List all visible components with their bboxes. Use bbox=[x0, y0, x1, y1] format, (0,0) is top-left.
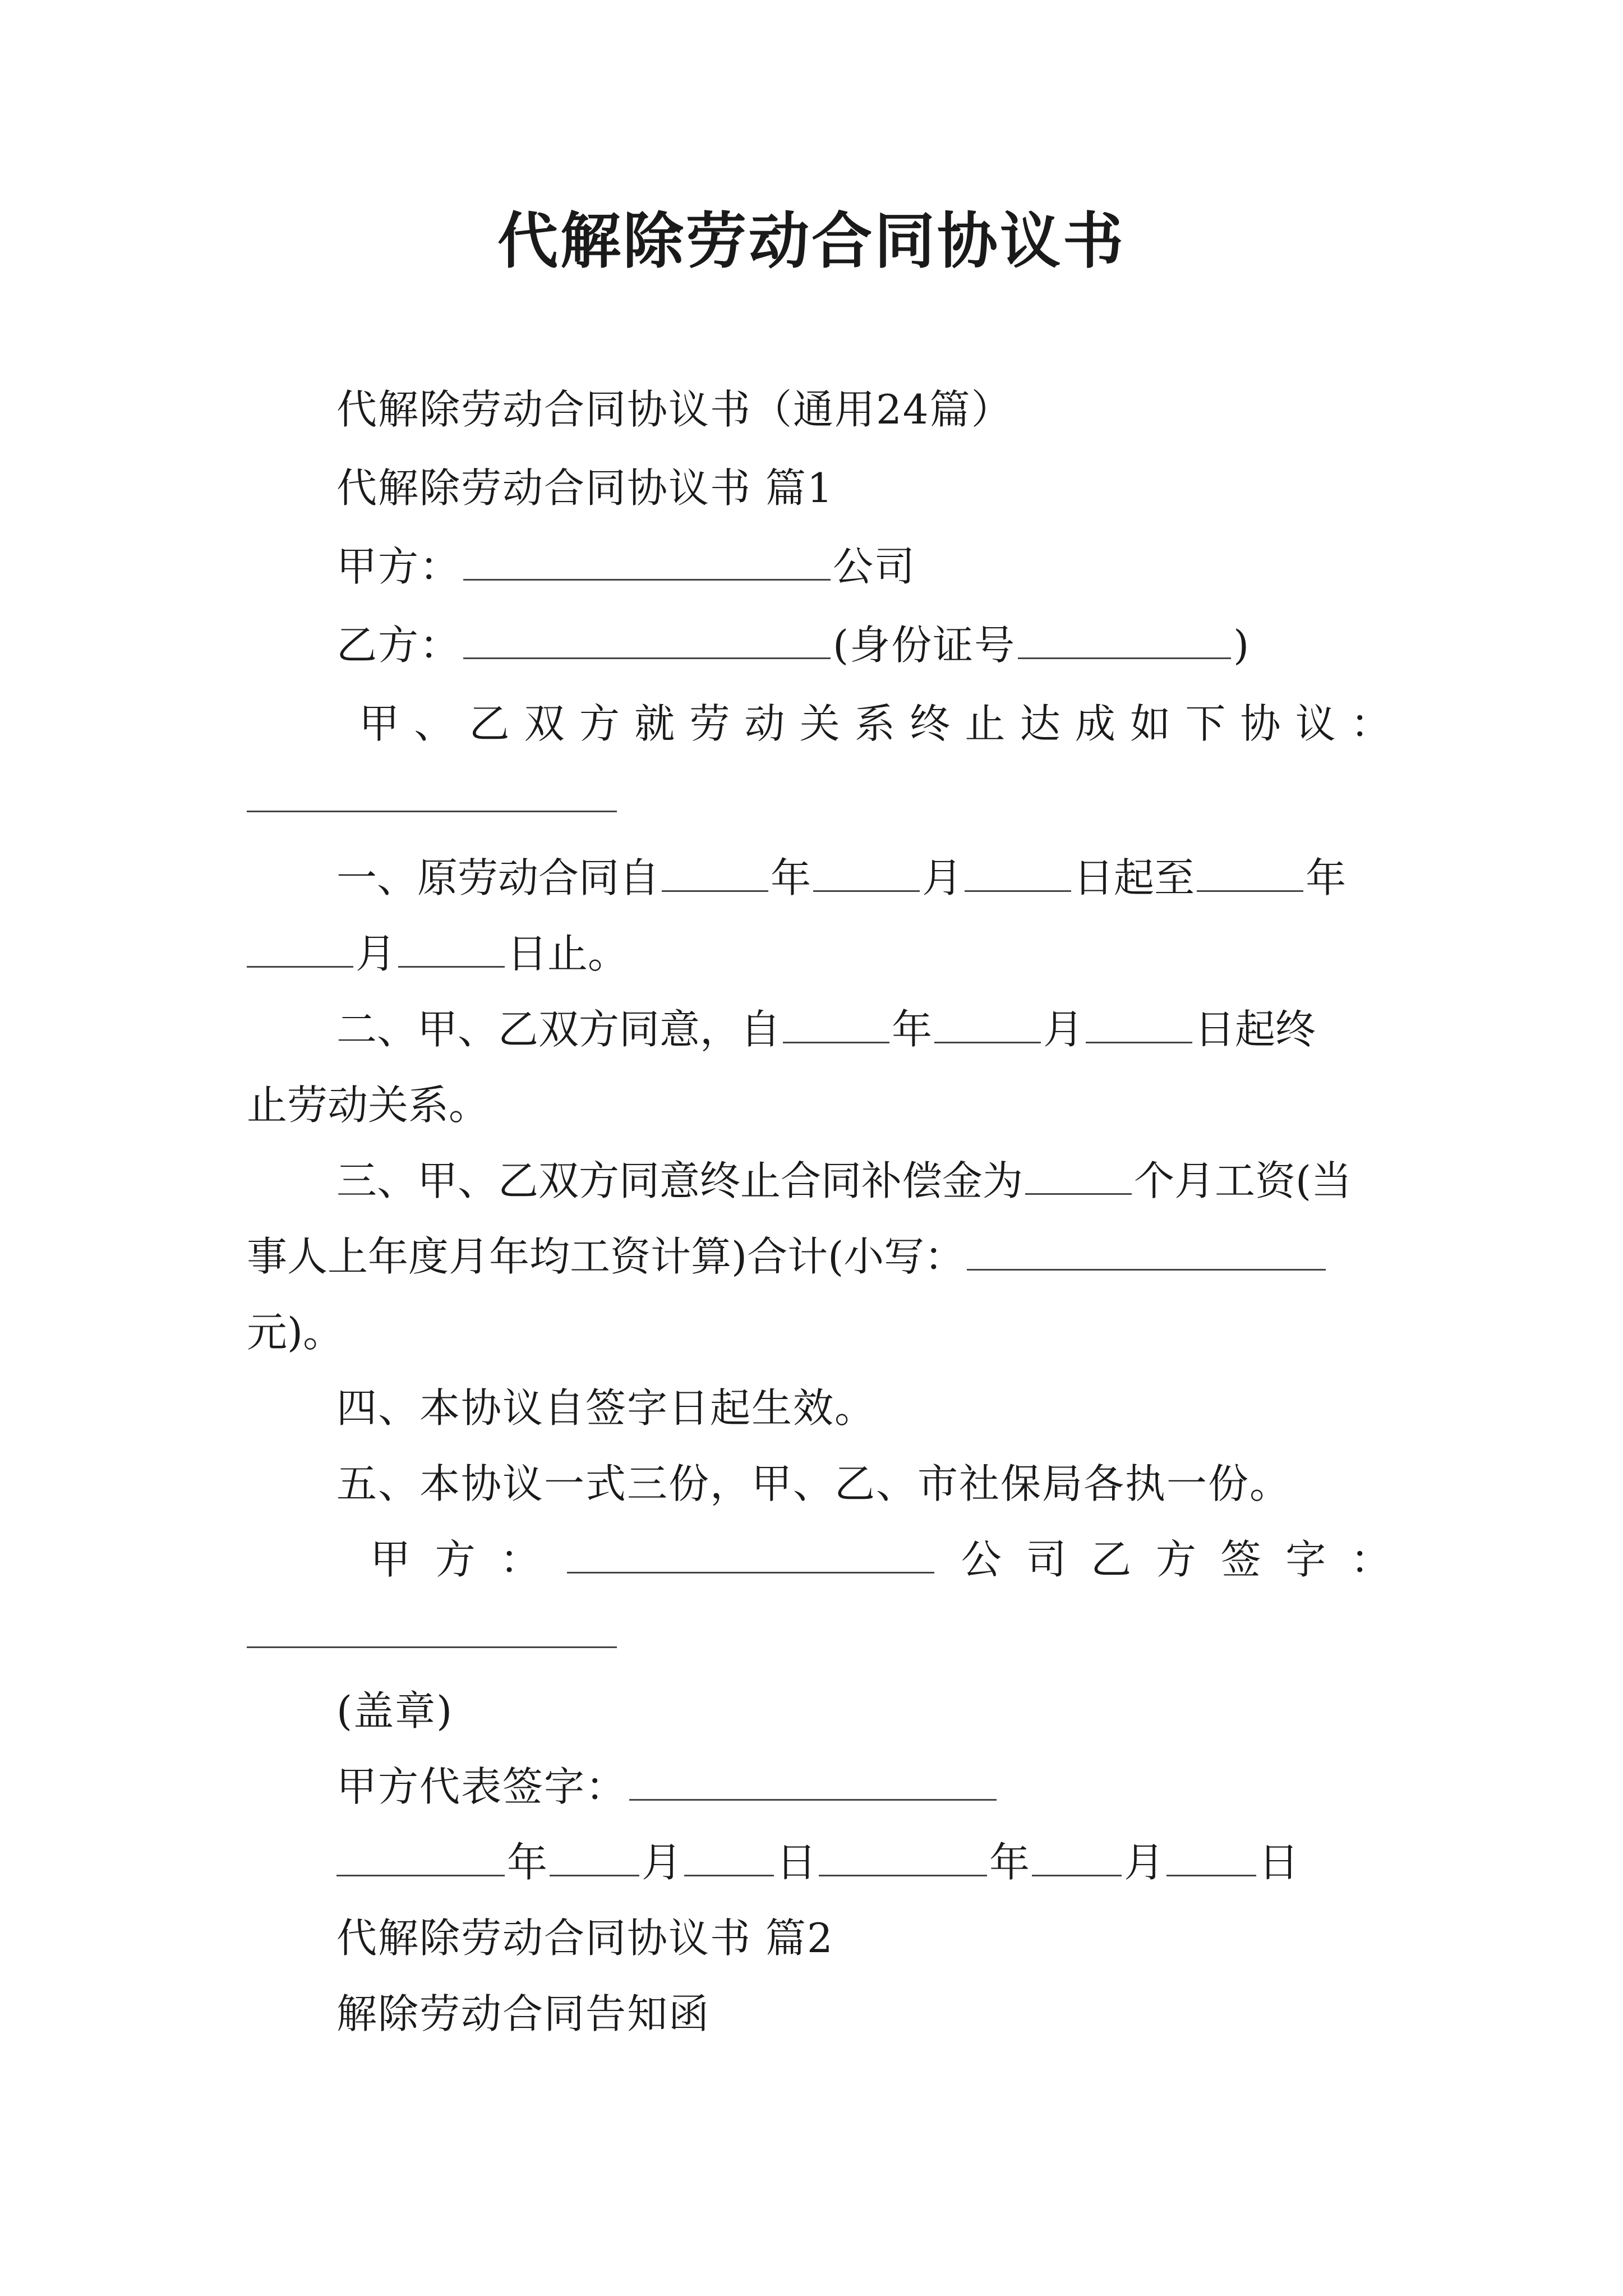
clause-2-year-blank[interactable] bbox=[783, 997, 889, 1043]
clause-1-line-1 bbox=[336, 844, 1391, 912]
party-a-suffix: 公司 bbox=[833, 543, 916, 590]
party-b-line bbox=[336, 611, 1250, 679]
clause-2-line-2: 止劳动关系。 bbox=[247, 1082, 490, 1129]
clause-1-year2-blank[interactable] bbox=[1197, 845, 1303, 892]
representative-line bbox=[336, 1753, 999, 1820]
clause-3-text-b: 个月工资(当 bbox=[1134, 1157, 1352, 1204]
date-b-month: 月 bbox=[1124, 1839, 1165, 1886]
date-a-day: 日 bbox=[776, 1839, 817, 1886]
clause-1-month2-label: 月 bbox=[356, 930, 396, 977]
sign-party-a-blank[interactable] bbox=[567, 1527, 934, 1573]
representative-blank[interactable] bbox=[629, 1754, 997, 1801]
clause-3-text-c: 事人上年度月年均工资计算)合计(小写： bbox=[247, 1233, 965, 1280]
section-2-first-line: 解除劳动合同告知函 bbox=[336, 1990, 711, 2037]
sign-party-b-label: 公司乙方签字： bbox=[937, 1536, 1391, 1583]
clause-2-month-blank[interactable] bbox=[934, 997, 1041, 1043]
clause-4: 四、本协议自签字日起生效。 bbox=[336, 1384, 877, 1432]
clause-3-months-blank[interactable] bbox=[1025, 1148, 1132, 1195]
clause-2-text: 二、甲、乙双方同意，自 bbox=[336, 1006, 781, 1053]
sign-party-b-blank[interactable] bbox=[247, 1646, 617, 1648]
clause-1-year-blank[interactable] bbox=[662, 845, 768, 892]
clause-2-line-1 bbox=[336, 996, 1391, 1063]
clause-1-end: 日止。 bbox=[507, 930, 629, 977]
clause-3-amount-blank[interactable] bbox=[967, 1224, 1326, 1271]
clause-5: 五、本协议一式三份，甲、乙、市社保局各执一份。 bbox=[336, 1460, 1292, 1507]
date-b-year-blank[interactable] bbox=[819, 1830, 987, 1876]
date-b-year: 年 bbox=[989, 1839, 1030, 1886]
clause-1-day2-blank[interactable] bbox=[398, 921, 505, 968]
party-b-id-open: (身份证号 bbox=[833, 622, 1016, 669]
date-a-year: 年 bbox=[507, 1839, 548, 1886]
date-b-day-blank[interactable] bbox=[1166, 1830, 1256, 1876]
clause-3-line-3: 元)。 bbox=[247, 1309, 344, 1356]
clause-1-month-label: 月 bbox=[922, 854, 963, 901]
date-a-year-blank[interactable] bbox=[336, 1830, 505, 1876]
clause-1-month2-blank[interactable] bbox=[247, 921, 353, 968]
date-b-day: 日 bbox=[1258, 1839, 1299, 1886]
date-a-month: 月 bbox=[642, 1839, 683, 1886]
party-b-id-blank[interactable] bbox=[1018, 613, 1231, 659]
clause-1-day-to: 日起至 bbox=[1073, 854, 1195, 901]
clause-2-year-label: 年 bbox=[892, 1006, 933, 1053]
clause-1-day-blank[interactable] bbox=[965, 845, 1071, 892]
date-b-month-blank[interactable] bbox=[1032, 1830, 1122, 1876]
date-a-day-blank[interactable] bbox=[684, 1830, 774, 1876]
clause-3-line-1 bbox=[336, 1147, 1391, 1214]
clause-1-line-2 bbox=[247, 920, 1391, 987]
seal-note: (盖章) bbox=[336, 1687, 454, 1734]
clause-1-text: 一、原劳动合同自 bbox=[336, 854, 660, 901]
date-a-month-blank[interactable] bbox=[550, 1830, 639, 1876]
party-a-line bbox=[336, 533, 916, 600]
party-b-label: 乙方： bbox=[336, 622, 462, 669]
representative-label: 甲方代表签字： bbox=[336, 1763, 628, 1810]
section-1-heading: 代解除劳动合同协议书 篇1 bbox=[336, 464, 834, 512]
intro-blank[interactable] bbox=[247, 811, 617, 812]
intro-line: 甲、乙双方就劳动关系终止达成如下协议： bbox=[359, 700, 1391, 747]
party-a-blank[interactable] bbox=[463, 534, 831, 581]
document-subtitle: 代解除劳动合同协议书（通用24篇） bbox=[336, 386, 1013, 433]
document-title: 代解除劳动合同协议书 bbox=[497, 206, 1126, 277]
clause-2-day-label: 日起终 bbox=[1195, 1006, 1316, 1053]
clause-3-line-2 bbox=[247, 1223, 1391, 1290]
clause-1-year2-label: 年 bbox=[1306, 854, 1347, 901]
clause-1-month-blank[interactable] bbox=[813, 845, 920, 892]
clause-3-text: 三、甲、乙双方同意终止合同补偿金为 bbox=[336, 1157, 1023, 1204]
signature-line bbox=[370, 1526, 1391, 1593]
party-b-id-close: ) bbox=[1233, 622, 1251, 669]
party-a-label: 甲方： bbox=[336, 543, 462, 590]
clause-2-day-blank[interactable] bbox=[1086, 997, 1192, 1043]
clause-1-year-label: 年 bbox=[771, 854, 811, 901]
party-b-blank[interactable] bbox=[463, 613, 831, 659]
sign-party-a-label: 甲方： bbox=[370, 1536, 565, 1583]
clause-2-month-label: 月 bbox=[1043, 1006, 1084, 1053]
section-2-heading: 代解除劳动合同协议书 篇2 bbox=[336, 1915, 834, 1962]
date-line bbox=[336, 1829, 1299, 1896]
